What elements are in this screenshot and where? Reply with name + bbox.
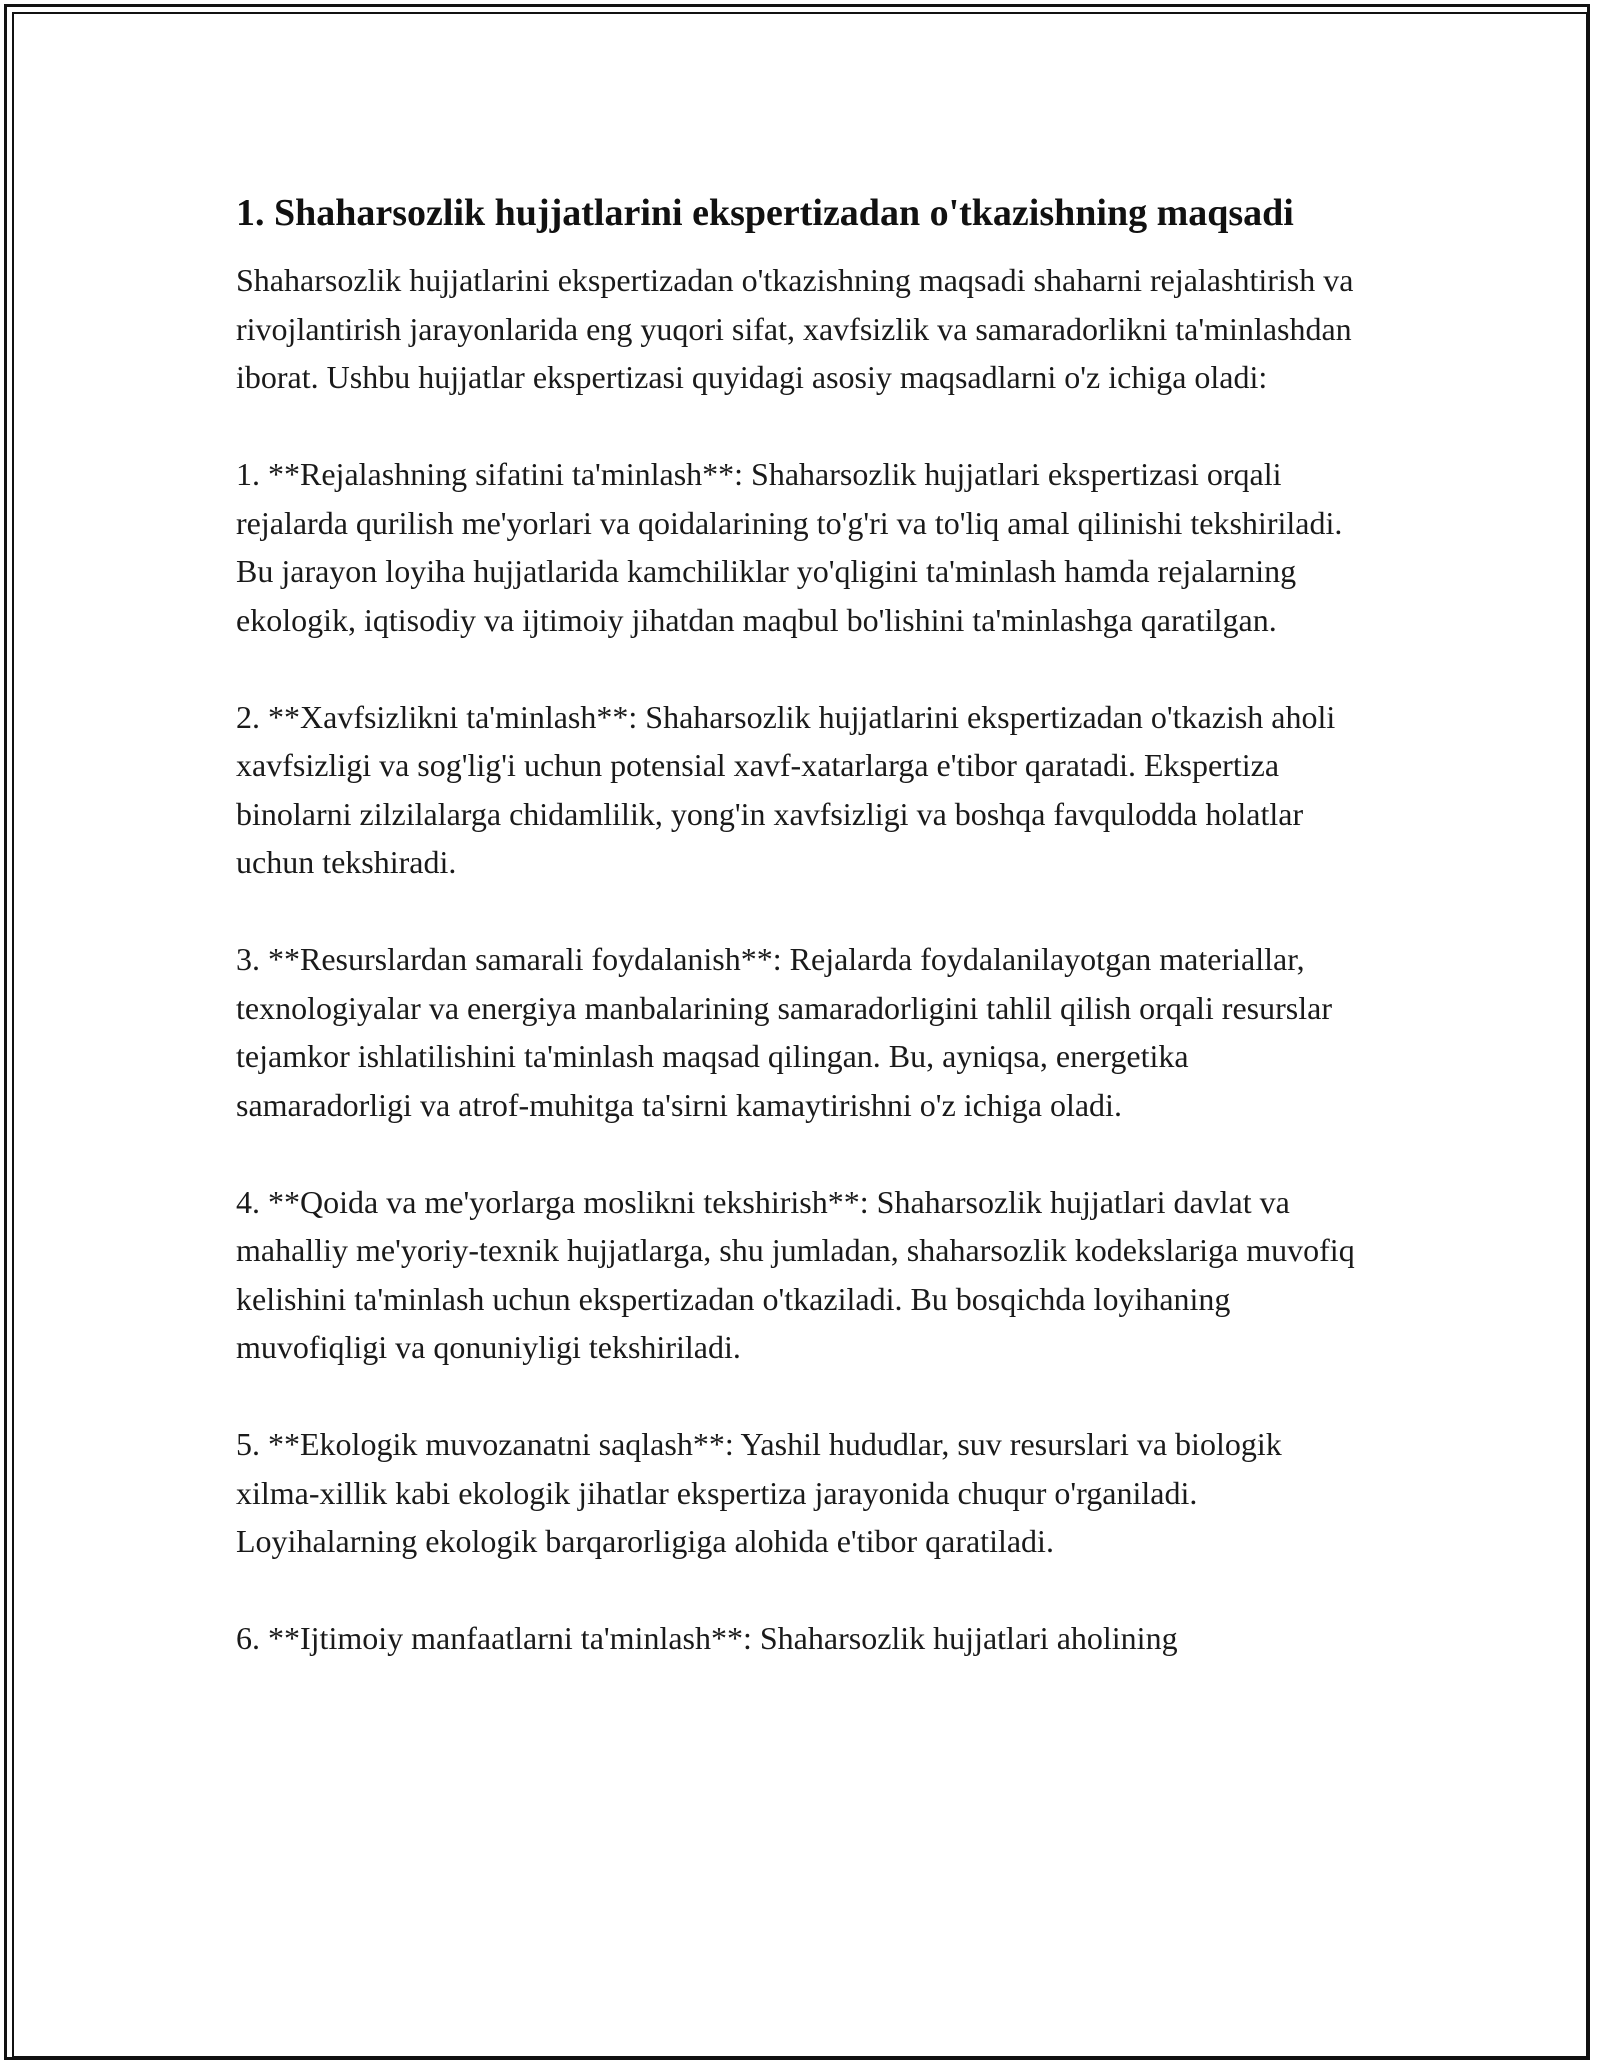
intro-paragraph: Shaharsozlik hujjatlarini ekspertizadan o'tkazishning maqsadi shaharni rejalashtirish va rivojlantirish jarayonlarida eng yuqori sifat, xavfsizlik va samaradorlikni ta'minlashdan iborat. Ushbu hujjatlar ekspertizasi quyidagi asosiy maqsadlarni o'z ichiga oladi: (236, 262, 1354, 395)
list-item-1: 1. **Rejalashning sifatini ta'minlash**: Shaharsozlik hujjatlari ekspertizasi orqali rejalarda qurilish me'yorlari va qoidalarining to'g'ri va to'liq amal qilinishi tekshiriladi. Bu jarayon loyiha hujjatlarida kamchiliklar yo'qligini ta'minlash hamda rejalarning ekologik, iqtisodiy va ijtimoiy jihatdan maqbul bo'lishini ta'minlashga qaratilgan. (236, 456, 1343, 638)
list-item-3: 3. **Resurslardan samarali foydalanish**: Rejalarda foydalanilayotgan materiallar, texnologiyalar va energiya manbalarining samaradorligini tahlil qilish orqali resurslar tejamkor ishlatilishini ta'minlash maqsad qilingan. Bu, ayniqsa, energetika samaradorligi va atrof-muhitga ta'sirni kamaytirishni o'z ichiga oladi. (236, 941, 1332, 1123)
section-heading: 1. Shaharsozlik hujjatlarini ekspertizadan o'tkazishning maqsadi (236, 192, 1294, 234)
list-item-6: 6. **Ijtimoiy manfaatlarni ta'minlash**: Shaharsozlik hujjatlari aholining (236, 1620, 1178, 1656)
list-item-2: 2. **Xavfsizlikni ta'minlash**: Shaharsozlik hujjatlarini ekspertizadan o'tkazish aholi xavfsizligi va sog'lig'i uchun potensial xavf-xatarlarga e'tibor qaratadi. Ekspertiza binolarni zilzilalarga chidamlilik, yong'in xavfsizligi va boshqa favqulodda holatlar uchun tekshiradi. (236, 698, 1336, 880)
list-item-4: 4. **Qoida va me'yorlarga moslikni tekshirish**: Shaharsozlik hujjatlari davlat va mahalliy me'yoriy-texnik hujjatlarga, shu jumladan, shaharsozlik kodekslariga muvofiq kelishini ta'minlash uchun ekspertizadan o'tkaziladi. Bu bosqichda loyihaning muvofiqligi va qonuniyligi tekshiriladi. (236, 1183, 1355, 1365)
document-body (236, 186, 1366, 1711)
list-item-5: 5. **Ekologik muvozanatni saqlash**: Yashil hududlar, suv resurslari va biologik xilma-xillik kabi ekologik jihatlar ekspertiza jarayonida chuqur o'rganiladi. Loyihalarning ekologik barqarorligiga alohida e'tibor qaratiladi. (236, 1426, 1282, 1559)
